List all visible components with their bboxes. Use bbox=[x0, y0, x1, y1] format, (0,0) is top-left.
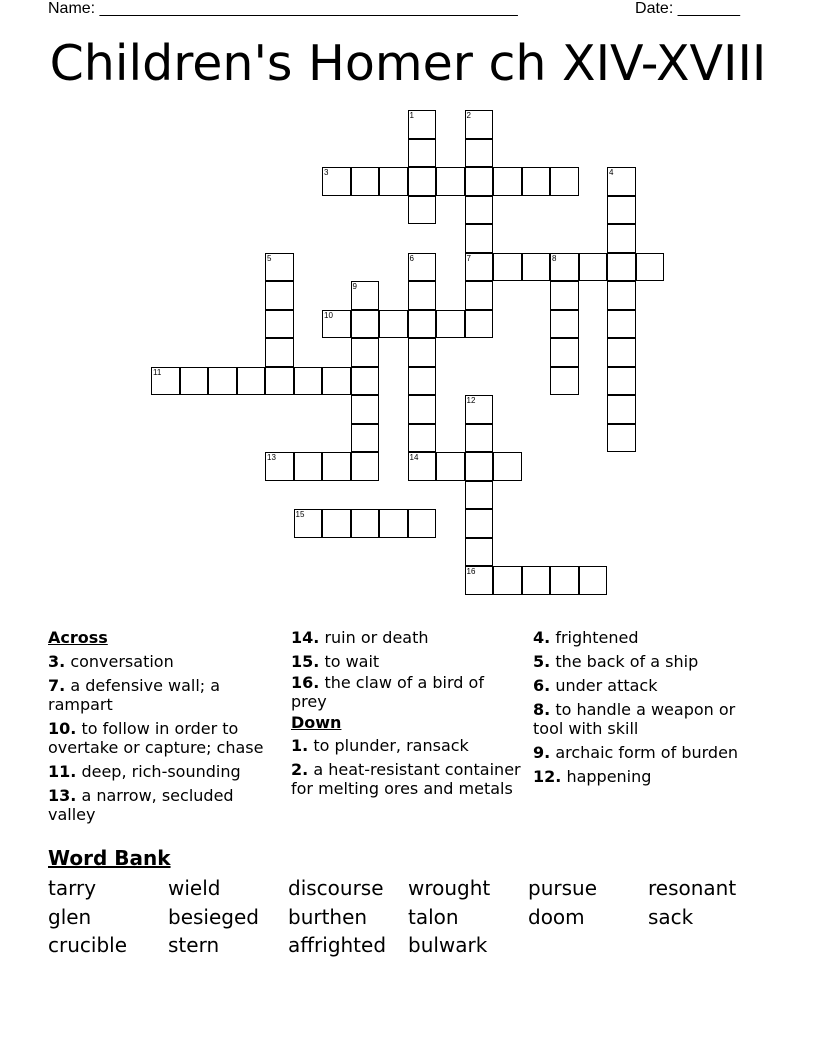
grid-cell[interactable] bbox=[465, 110, 494, 139]
grid-cell[interactable] bbox=[294, 509, 323, 538]
grid-cell[interactable] bbox=[465, 538, 494, 567]
grid-cell[interactable] bbox=[151, 367, 180, 396]
grid-cell[interactable] bbox=[636, 253, 665, 282]
grid-cell[interactable] bbox=[465, 139, 494, 168]
cell-number: 15 bbox=[295, 510, 305, 519]
word-bank-item: discourse bbox=[288, 876, 384, 900]
clues-column-1 bbox=[48, 628, 280, 829]
grid-cell[interactable] bbox=[493, 566, 522, 595]
grid-cell[interactable] bbox=[322, 167, 351, 196]
cell-number: 11 bbox=[153, 367, 162, 377]
grid-cell[interactable] bbox=[579, 253, 608, 282]
word-bank bbox=[48, 874, 768, 960]
grid-cell[interactable] bbox=[208, 367, 237, 396]
grid-cell[interactable] bbox=[607, 224, 636, 253]
puzzle-title: Children's Homer ch XIV-XVIII bbox=[49, 35, 767, 92]
grid-cell[interactable] bbox=[607, 338, 636, 367]
date-line[interactable]: Date: _______ bbox=[635, 0, 740, 17]
down-clue: 9. archaic form of burden bbox=[533, 743, 739, 762]
across-clue: 3. conversation bbox=[48, 652, 174, 671]
grid-cell[interactable] bbox=[550, 281, 579, 310]
across-clue: 13. a narrow, secluded valley bbox=[48, 786, 234, 824]
grid-cell[interactable] bbox=[322, 367, 351, 396]
cell-number: 13 bbox=[267, 453, 276, 462]
word-bank-item: crucible bbox=[48, 933, 128, 957]
grid-cell[interactable] bbox=[408, 452, 437, 481]
grid-cell[interactable] bbox=[522, 167, 551, 196]
down-clue: 1. to plunder, ransack bbox=[291, 736, 469, 755]
grid-cell[interactable] bbox=[379, 509, 408, 538]
grid-cell[interactable] bbox=[408, 281, 437, 310]
grid-cell[interactable] bbox=[607, 367, 636, 396]
across-clue: 15. to wait bbox=[291, 652, 380, 671]
word-bank-item: stern bbox=[168, 933, 220, 957]
cell-number: 14 bbox=[409, 453, 419, 462]
cell-number: 2 bbox=[466, 111, 471, 120]
grid-cell[interactable] bbox=[607, 253, 636, 282]
grid-cell[interactable] bbox=[408, 424, 437, 453]
cell-number: 5 bbox=[267, 253, 272, 263]
cell-number: 16 bbox=[466, 567, 476, 576]
grid-cell[interactable] bbox=[465, 424, 494, 453]
cell-number: 1 bbox=[409, 111, 414, 120]
across-clue: 16. the claw of a bird of prey bbox=[291, 673, 484, 711]
down-heading: Down bbox=[291, 713, 342, 732]
word-bank-item: talon bbox=[408, 904, 459, 929]
grid-cell[interactable] bbox=[550, 167, 579, 196]
grid-cell[interactable] bbox=[351, 424, 380, 453]
grid-cell[interactable] bbox=[408, 509, 437, 538]
word-bank-item: affrighted bbox=[288, 933, 387, 957]
grid-cell[interactable] bbox=[294, 367, 323, 396]
grid-cell[interactable] bbox=[351, 338, 380, 367]
word-bank-item: burthen bbox=[288, 904, 368, 929]
down-clue: 12. happening bbox=[533, 767, 652, 786]
grid-cell[interactable] bbox=[265, 452, 294, 481]
cell-number: 4 bbox=[609, 168, 614, 177]
grid-cell[interactable] bbox=[351, 452, 380, 481]
grid-cell[interactable] bbox=[408, 139, 437, 168]
grid-cell[interactable] bbox=[465, 509, 494, 538]
grid-cell[interactable] bbox=[465, 281, 494, 310]
grid-cell[interactable] bbox=[550, 310, 579, 339]
grid-cell[interactable] bbox=[408, 167, 437, 196]
word-bank-item: doom bbox=[528, 904, 585, 929]
grid-cell[interactable] bbox=[351, 367, 380, 396]
grid-cell[interactable] bbox=[408, 395, 437, 424]
grid-cell[interactable] bbox=[579, 566, 608, 595]
cell-number: 7 bbox=[466, 253, 471, 263]
grid-cell[interactable] bbox=[607, 395, 636, 424]
grid-cell[interactable] bbox=[408, 110, 437, 139]
grid-cell[interactable] bbox=[465, 224, 494, 253]
grid-cell[interactable] bbox=[351, 281, 380, 310]
cell-number: 6 bbox=[409, 253, 414, 263]
grid-cell[interactable] bbox=[607, 196, 636, 225]
grid-cell[interactable] bbox=[436, 167, 465, 196]
across-heading: Across bbox=[48, 628, 108, 647]
down-clue: 5. the back of a ship bbox=[533, 652, 699, 671]
down-clue: 8. to handle a weapon or tool with skill bbox=[533, 700, 736, 738]
down-clue: 4. frightened bbox=[533, 628, 639, 647]
grid-cell[interactable] bbox=[265, 281, 294, 310]
word-bank-item: wield bbox=[168, 876, 221, 900]
across-clue: 10. to follow in order to overtake or capture; chase bbox=[48, 719, 264, 757]
grid-cell[interactable] bbox=[465, 253, 494, 282]
grid-cell[interactable] bbox=[465, 196, 494, 225]
grid-cell[interactable] bbox=[522, 253, 551, 282]
clues-column-2 bbox=[291, 628, 523, 803]
grid-cell[interactable] bbox=[436, 310, 465, 339]
across-clue: 7. a defensive wall; a rampart bbox=[48, 676, 221, 714]
grid-cell[interactable] bbox=[465, 452, 494, 481]
grid-cell[interactable] bbox=[408, 253, 437, 282]
grid-cell[interactable] bbox=[465, 167, 494, 196]
grid-cell[interactable] bbox=[465, 310, 494, 339]
grid-cell[interactable] bbox=[550, 338, 579, 367]
grid-cell[interactable] bbox=[550, 566, 579, 595]
grid-cell[interactable] bbox=[607, 281, 636, 310]
grid-cell[interactable] bbox=[322, 310, 351, 339]
grid-cell[interactable] bbox=[379, 310, 408, 339]
clues-column-3 bbox=[533, 628, 765, 791]
grid-cell[interactable] bbox=[522, 566, 551, 595]
grid-cell[interactable] bbox=[493, 253, 522, 282]
word-bank-item: sack bbox=[648, 904, 694, 929]
name-line[interactable]: Name: _______________________________________________ bbox=[48, 0, 518, 17]
grid-cell[interactable] bbox=[408, 196, 437, 225]
grid-cell[interactable] bbox=[294, 452, 323, 481]
grid-cell[interactable] bbox=[351, 167, 380, 196]
word-bank-item: besieged bbox=[168, 904, 259, 929]
grid-cell[interactable] bbox=[436, 452, 465, 481]
grid-cell[interactable] bbox=[465, 395, 494, 424]
grid-cell[interactable] bbox=[379, 167, 408, 196]
grid-cell[interactable] bbox=[607, 424, 636, 453]
word-bank-item: wrought bbox=[408, 876, 491, 900]
grid-cell[interactable] bbox=[408, 310, 437, 339]
cell-number: 8 bbox=[552, 253, 557, 263]
word-bank-heading: Word Bank bbox=[48, 846, 171, 870]
grid-cell[interactable] bbox=[265, 310, 294, 339]
down-clue: 2. a heat-resistant container for melting ores and metals bbox=[291, 760, 521, 798]
grid-cell[interactable] bbox=[408, 338, 437, 367]
grid-cell[interactable] bbox=[237, 367, 266, 396]
grid-cell[interactable] bbox=[465, 481, 494, 510]
grid-cell[interactable] bbox=[265, 338, 294, 367]
grid-cell[interactable] bbox=[180, 367, 209, 396]
cell-number: 3 bbox=[324, 168, 329, 177]
grid-cell[interactable] bbox=[408, 367, 437, 396]
across-clue: 11. deep, rich-sounding bbox=[48, 762, 241, 781]
grid-cell[interactable] bbox=[265, 367, 294, 396]
word-bank-item: pursue bbox=[528, 876, 597, 900]
grid-cell[interactable] bbox=[607, 310, 636, 339]
cell-number: 10 bbox=[324, 310, 333, 320]
grid-cell[interactable] bbox=[322, 452, 351, 481]
grid-cell[interactable] bbox=[351, 310, 380, 339]
grid-cell[interactable] bbox=[351, 509, 380, 538]
grid-cell[interactable] bbox=[265, 253, 294, 282]
word-bank-item: tarry bbox=[48, 876, 97, 900]
grid-cell[interactable] bbox=[493, 452, 522, 481]
grid-cell[interactable] bbox=[550, 367, 579, 396]
cell-number: 12 bbox=[466, 396, 476, 405]
across-clue: 14. ruin or death bbox=[291, 628, 429, 647]
grid-cell[interactable] bbox=[493, 167, 522, 196]
cell-number: 9 bbox=[352, 282, 357, 291]
grid-cell[interactable] bbox=[465, 566, 494, 595]
grid-cell[interactable] bbox=[550, 253, 579, 282]
word-bank-item: bulwark bbox=[408, 933, 488, 957]
grid-cell[interactable] bbox=[351, 395, 380, 424]
word-bank-item: resonant bbox=[648, 876, 737, 900]
down-clue: 6. under attack bbox=[533, 676, 658, 695]
grid-cell[interactable] bbox=[322, 509, 351, 538]
grid-cell[interactable] bbox=[607, 167, 636, 196]
word-bank-item: glen bbox=[48, 904, 92, 929]
